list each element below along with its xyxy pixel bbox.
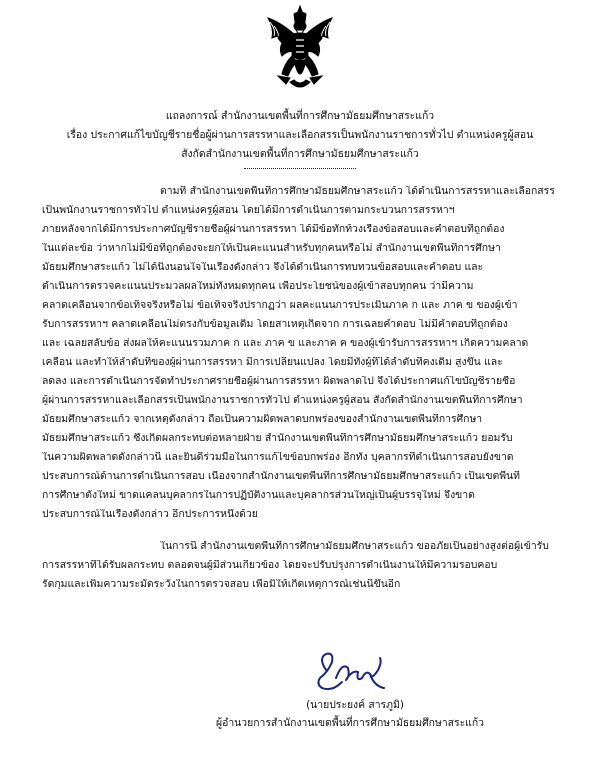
handwritten-signature	[312, 648, 392, 694]
body-line: ประสบการณ์ด้านการดำเนินการสอบ เนื่องจากสำนักงานเขตพื้นที่การศึกษามัธยมศึกษาสระแก้ว เป็นเขตพื้นที่	[42, 471, 520, 482]
body-line: ประสบการณ์ในเรื่องดังกล่าว อีกประการหนึ่งด้วย	[42, 509, 258, 520]
department-line: สังกัดสำนักงานเขตพื้นที่การศึกษามัธยมศึกษาสระแก้ว	[181, 148, 419, 160]
body-line: ดำเนินการตรวจคะแนนประมวลผลใหม่ทั้งหมดทุกคน เพื่อประโยชน์ของผู้เข้าสอบทุกคน ว่ามีความ	[42, 281, 474, 292]
body-line: เคลื่อน และทำให้ลำดับที่ของผู้ผ่านการสรรหา มีการเปลี่ยนแปลง โดยมีทั้งผู้ที่ได้ลำดับที่คงเดิม สูงขึ้น และ	[42, 357, 503, 368]
announcement-title: แถลงการณ์ สำนักงานเขตพื้นที่การศึกษามัธยมศึกษาสระแก้ว	[165, 110, 435, 122]
header-divider	[244, 168, 356, 169]
body-line: คลาดเคลื่อนจากข้อเท็จจริงหรือไม่ ข้อเท็จจริงปรากฏว่า ผลคะแนนการประเมินภาค ก และ ภาค ข ของผู้เข้า	[42, 300, 518, 311]
signatory-position: ผู้อำนวยการสำนักงานเขตพื้นที่การศึกษามัธยมศึกษาสระแก้ว	[216, 717, 484, 729]
body-line: รัดกุมและเพิ่มความระมัดระวังในการตรวจสอบ เพื่อมิให้เกิดเหตุการณ์เช่นนี้ขึ้นอีก	[42, 579, 401, 590]
body-line: มัธยมศึกษาสระแก้ว ซึ่งเกิดผลกระทบต่อหลายฝ่าย สำนักงานเขตพื้นที่การศึกษามัธยมศึกษาสระแก้ว ยอมรับ	[42, 433, 513, 444]
body-line: ผู้ผ่านการสรรหาและเลือกสรรเป็นพนักงานราชการทั่วไป ตำแหน่งครูผู้สอน สังกัดสำนักงานเขตพื้นที่การศึกษา	[42, 395, 523, 406]
body-line: ในการนี้ สำนักงานเขตพื้นที่การศึกษามัธยมศึกษาสระแก้ว ขออภัยเป็นอย่างสูงต่อผู้เข้ารับ	[160, 541, 549, 552]
subject-line: เรื่อง ประกาศแก้ไขบัญชีรายชื่อผู้ผ่านการสรรหาและเลือกสรรเป็นพนักงานราชการทั่วไป ตำแหน่งครูผู้สอน	[66, 129, 534, 141]
body-line: ในแต่ละข้อ ว่าหากไม่มีข้อที่ถูกต้องจะยกให้เป็นคะแนนสำหรับทุกคนหรือไม่ สำนักงานเขตพื้นที่การศึกษา	[42, 243, 501, 254]
body-line: ตามที่ สำนักงานเขตพื้นที่การศึกษามัธยมศึกษาสระแก้ว ได้ดำเนินการสรรหาและเลือกสรร	[160, 186, 555, 197]
body-line: ภายหลังจากได้มีการประกาศบัญชีรายชื่อผู้ผ่านการสรรหา ได้มีข้อทักท้วงเรื่องข้อสอบและคำตอบที่ถูกต้อง	[42, 224, 505, 235]
body-line: ลดลง และการดำเนินการจัดทำประกาศรายชื่อผู้ผ่านการสรรหา ผิดพลาดไป จึงได้ประกาศแก้ไขบัญชีรายชื่อ	[42, 376, 516, 387]
signatory-name: (นายประยงค์ สารภูมิ)	[306, 699, 404, 711]
garuda-emblem-icon	[266, 4, 334, 92]
body-line: การสรรหาที่ได้รับผลกระทบ ตลอดจนผู้มีส่วนเกี่ยวข้อง โดยจะปรับปรุงการดำเนินงานให้มีความรอบคอบ	[42, 560, 498, 571]
body-line: ในความผิดพลาดดังกล่าวนี้ และยินดีร่วมมือในการแก้ไขข้อบกพร่อง อีกทั้ง บุคลากรที่ดำเนินการสอบยังขาด	[42, 452, 514, 463]
body-line: มัธยมศึกษาสระแก้ว ไม่ได้นิ่งนอนใจในเรื่องดังกล่าว จึงได้ดำเนินการทบทวนข้อสอบและคำตอบ และ	[42, 262, 484, 273]
body-line: มัธยมศึกษาสระแก้ว จากเหตุดังกล่าว ถือเป็นความผิดพลาดบกพร่องของสำนักงานเขตพื้นที่การศึกษา	[42, 414, 483, 425]
body-line: การศึกษาตั้งใหม่ ขาดแคลนบุคลากรในการปฏิบัติงานและบุคลากรส่วนใหญ่เป็นผู้บรรจุใหม่ จึงขาด	[42, 490, 475, 501]
body-line: เป็นพนักงานราชการทั่วไป ตำแหน่งครูผู้สอน โดยได้มีการดำเนินการตามกระบวนการสรรหาฯ	[42, 205, 455, 216]
body-line: รับการสรรหาฯ คลาดเคลื่อนไม่ตรงกับข้อมูลเดิม โดยสาเหตุเกิดจาก การเฉลยคำตอบ ไม่มีคำตอบที่ถูกต้อง	[42, 319, 508, 330]
body-line: และ เฉลยสลับข้อ ส่งผลให้คะแนนรวมภาค ก และ ภาค ข และภาค ค ของผู้เข้ารับการสรรหาฯ เกิดความคลาด	[42, 338, 529, 349]
